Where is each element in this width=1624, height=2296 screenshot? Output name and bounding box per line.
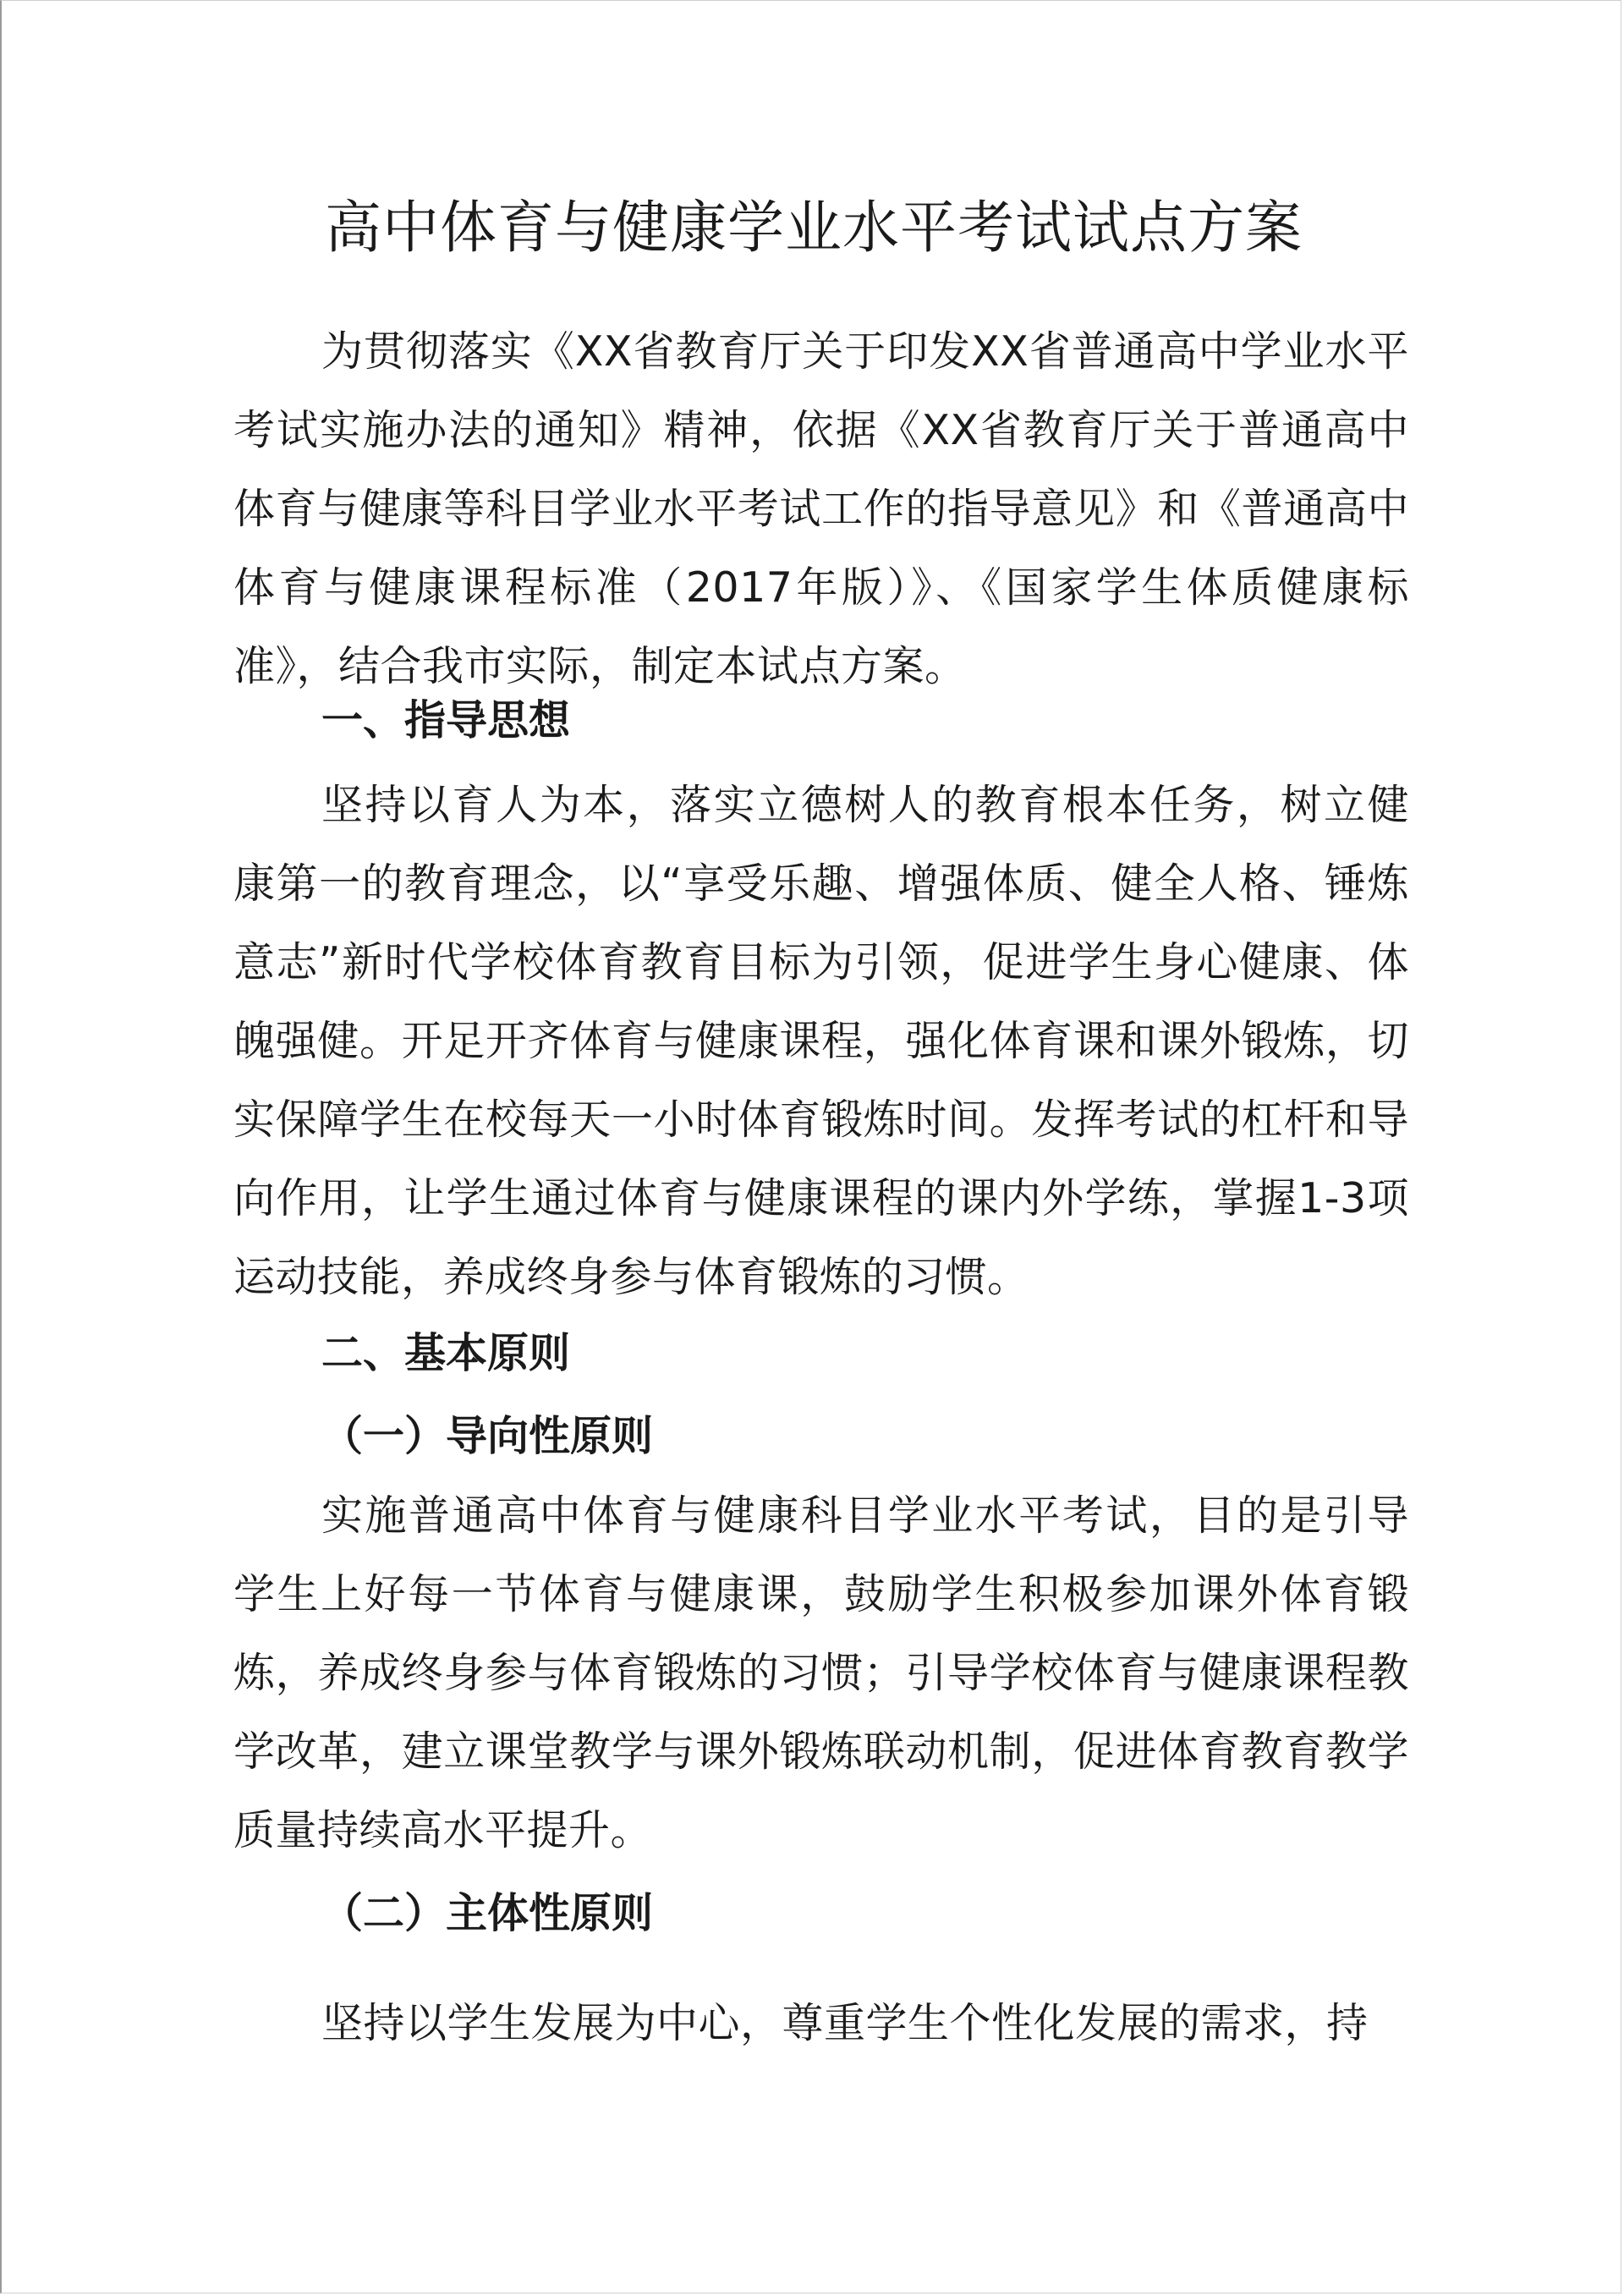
subheading-subject-principle: （二）主体性原则 [321, 1889, 654, 1937]
subject-principle-paragraph: 坚持以学生发展为中心，尊重学生个性化发展的需求，持 [321, 1999, 1369, 2047]
orientation-principle-paragraph: 实施普通高中体育与健康科目学业水平考试，目的是引导学生上好每一节体育与健康课，鼓励学生积极参加课外体育锻炼，养成终身参与体育锻炼的习惯；引导学校体育与健康课程教学改革，建立课堂教学与课外锻炼联动机制，促进体育教育教学质量持续高水平提升。 [233, 1491, 1409, 1854]
subheading-orientation-principle: （一）导向性原则 [321, 1412, 654, 1460]
intro-paragraph: 为贯彻落实《XX省教育厅关于印发XX省普通高中学业水平考试实施办法的通知》精神，依据《XX省教育厅关于普通高中体育与健康等科目学业水平考试工作的指导意见》和《普通高中体育与健康课程标准（2017年版）》、《国家学生体质健康标准》，结合我市实际，制定本试点方案。 [233, 327, 1409, 690]
section-heading-guiding-ideology: 一、指导思想 [321, 696, 571, 744]
document-title: 高中体育与健康学业水平考试试点方案 [325, 194, 1303, 261]
guiding-ideology-paragraph: 坚持以育人为本，落实立德树人的教育根本任务，树立健康第一的教育理念，以“享受乐趣、增强体质、健全人格、锤炼意志”新时代学校体育教育目标为引领，促进学生身心健康、体魄强健。开足开齐体育与健康课程，强化体育课和课外锻炼，切实保障学生在校每天一小时体育锻炼时间。发挥考试的杠杆和导向作用，让学生通过体育与健康课程的课内外学练，掌握1-3项运动技能，养成终身参与体育锻炼的习惯。 [233, 781, 1409, 1301]
section-heading-basic-principles: 二、基本原则 [321, 1329, 571, 1377]
